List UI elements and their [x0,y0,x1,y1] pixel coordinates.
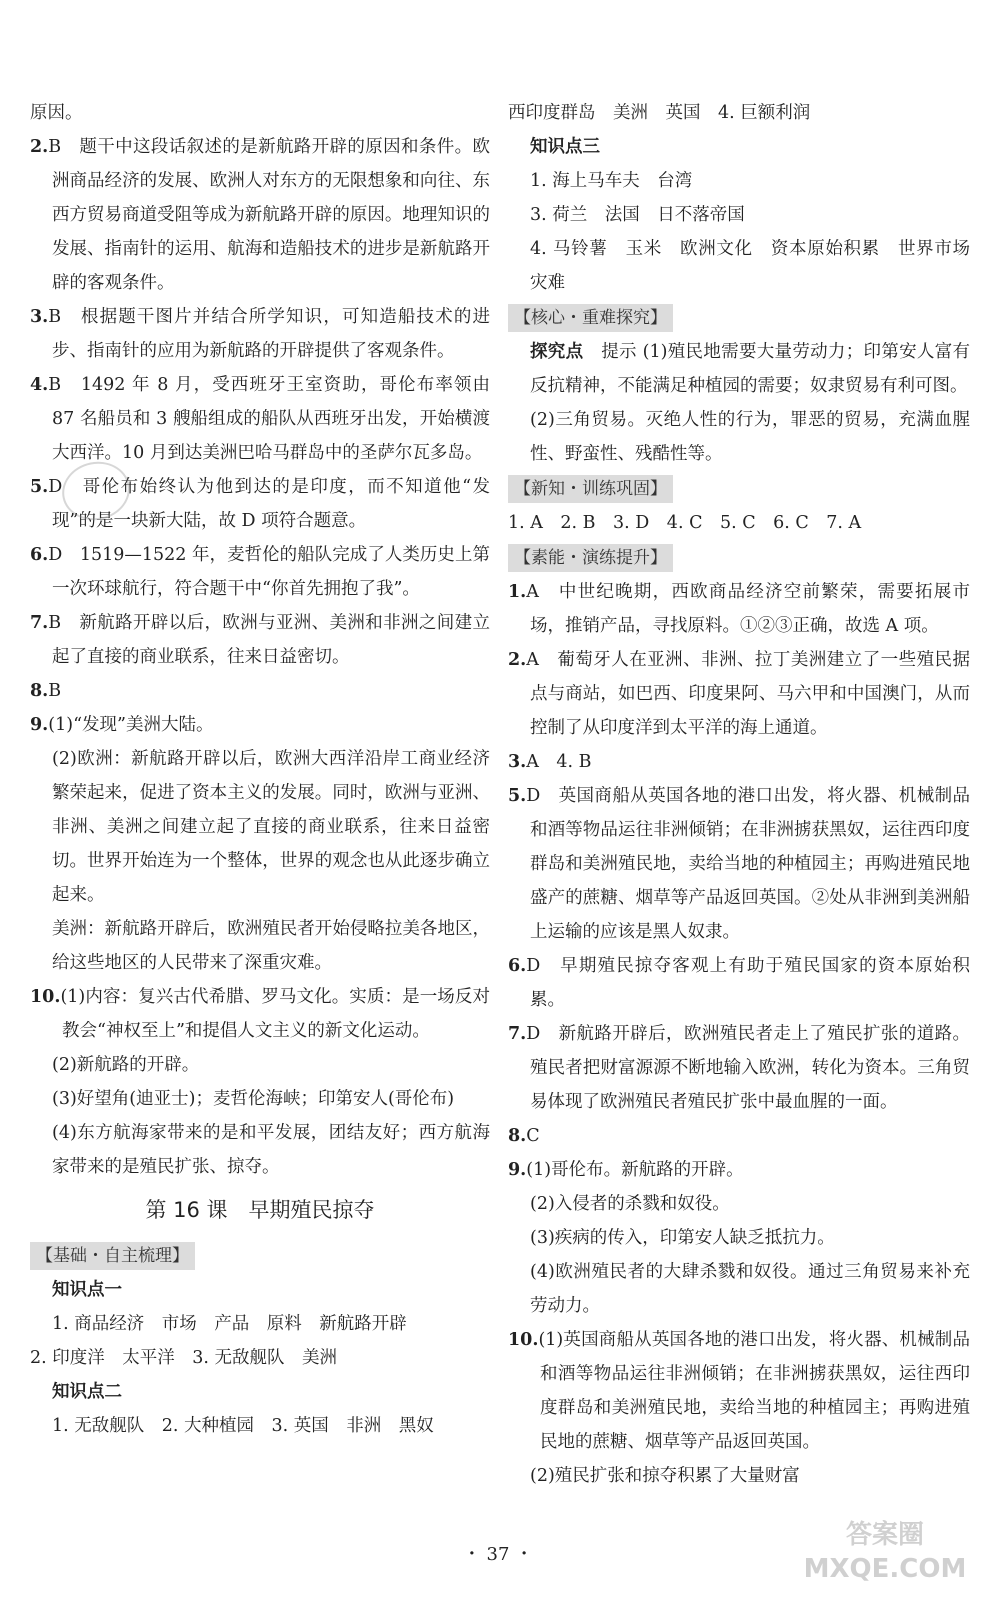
item-text: D 1519—1522 年，麦哲伦的船队完成了人类历史上第一次环球航行，符合题干中“你首先拥抱了我”。 [48,545,490,599]
lesson-title: 第 16 课 早期殖民掠夺 [145,1198,375,1222]
answer-item [508,949,970,1017]
answer-item [30,980,490,1048]
section-header: 【核心・重难探究】 [508,304,673,332]
answer-item [508,779,970,949]
explore-text: 提示 (1)殖民地需要大量劳动力；印第安人富有反抗精神，不能满足种植园的需要；奴隶贸易有利可图。 [530,342,971,396]
item-text: B 1492 年 8 月，受西班牙王室资助，哥伦布率领由 87 名船员和 3 艘船组成的船队从西班牙出发，开始横渡大西洋。10 月到达美洲巴哈马群岛中的圣萨尔瓦多岛。 [48,375,490,463]
knowledge-answer: 4. 马铃薯 玉米 欧洲文化 资本原始积累 世界市场 灾难 [530,239,988,293]
item-number: 4. [30,375,49,395]
item-number: 3. [30,307,49,327]
sub-answer: (4)欧洲殖民者的大肆杀戮和奴役。通过三角贸易来补充劳动力。 [530,1262,970,1316]
sub-answer: (2)入侵者的杀戮和奴役。 [530,1194,730,1214]
answer-item [508,575,970,643]
answer-item [30,708,490,742]
item-number: 2. [508,650,527,670]
item-text: B 新航路开辟以后，欧洲与亚洲、美洲和非洲之间建立起了直接的商业联系，往来日益密切。 [48,613,490,667]
item-number: 6. [30,545,49,565]
explore-point: (2)三角贸易。灭绝人性的行为，罪恶的贸易，充满血腥性、野蛮性、残酷性等。 [530,410,970,464]
item-number: 10. [30,987,61,1007]
knowledge-answer: 1. 无敌舰队 2. 大种植园 3. 英国 非洲 黑奴 [52,1416,434,1436]
section-header: 【基础・自主梳理】 [30,1242,195,1270]
explore-point [508,335,970,403]
answer-item [508,1323,970,1459]
sub-answer: (2)殖民扩张和掠夺积累了大量财富 [530,1466,800,1486]
item-number: 3. [508,752,527,772]
left-column [30,96,490,1443]
answer-item [30,606,490,674]
explore-label: 探究点 [530,342,584,362]
knowledge-point-title: 知识点二 [52,1382,122,1402]
right-column [508,96,988,1493]
item-number: 7. [30,613,49,633]
answer-item [30,368,490,470]
knowledge-point-title: 知识点三 [530,137,600,157]
sub-answer: (3)疾病的传入，印第安人缺乏抵抗力。 [530,1228,835,1248]
sub-answer: 美洲：新航路开辟后，欧洲殖民者开始侵略拉美各地区，给这些地区的人民带来了深重灾难。 [52,919,490,973]
item-text: B [48,681,62,701]
item-text: (1)内容：复兴古代希腊、罗马文化。实质：是一场反对教会“神权至上”和提倡人文主义的新文化运动。 [60,987,490,1041]
item-text: A 4. B [526,752,592,772]
item-number: 7. [508,1024,527,1044]
answer-item [30,674,490,708]
item-number: 8. [508,1126,527,1146]
item-text: (1)哥伦布。新航路的开辟。 [526,1160,744,1180]
item-text: B 题干中这段话叙述的是新航路开辟的原因和条件。欧洲商品经济的发展、欧洲人对东方的无限想象和向往、东西方贸易商道受阻等成为新航路开辟的原因。地理知识的发展、指南针的运用、航海和造船技术的进步是新航路开辟的客观条件。 [48,137,490,293]
knowledge-answer: 西印度群岛 美洲 英国 4. 巨额利润 [508,103,811,123]
item-number: 9. [30,715,49,735]
answer-item [30,130,490,300]
item-text: (1)“发现”美洲大陆。 [48,715,214,735]
answer-item [508,643,970,745]
item-number: 1. [508,582,527,602]
item-number: 6. [508,956,527,976]
sub-answer: (3)好望角(迪亚士)；麦哲伦海峡；印第安人(哥伦布) [52,1089,455,1109]
item-text: A 中世纪晚期，西欧商品经济空前繁荣，需要拓展市场，推销产品，寻找原料。①②③正确，故选 A 项。 [526,582,970,636]
item-number: 9. [508,1160,527,1180]
item-text: D 哥伦布始终认为他到达的是印度，而不知道他“发现”的是一块新大陆，故 D 项符合题意。 [48,477,490,531]
answer-item [508,1017,970,1119]
item-text: C [526,1126,540,1146]
section-header: 【新知・训练巩固】 [508,475,673,503]
item-text: D 新航路开辟后，欧洲殖民者走上了殖民扩张的道路。殖民者把财富源源不断地输入欧洲，转化为资本。三角贸易体现了欧洲殖民者殖民扩张中最血腥的一面。 [526,1024,970,1112]
site-watermark: 答案圈 MXQE.COM [803,1520,967,1584]
item-text: A 葡萄牙人在亚洲、非洲、拉丁美洲建立了一些殖民据点与商站，如巴西、印度果阿、马六甲和中国澳门，从而控制了从印度洋到太平洋的海上通道。 [526,650,970,738]
item-text: D 英国商船从英国各地的港口出发，将火器、机械制品和酒等物品运往非洲倾销；在非洲掳获黑奴，运往西印度群岛和美洲殖民地，卖给当地的种植园主；再购进殖民地盛产的蔗糖、烟草等产品返回英国。②处从非洲到美洲船上运输的应该是黑人奴隶。 [526,786,970,942]
answer-item [508,745,970,779]
knowledge-answer: 1. 海上马车夫 台湾 [530,171,693,191]
sub-answer: (2)欧洲：新航路开辟以后，欧洲大西洋沿岸工商业经济繁荣起来，促进了资本主义的发展。同时，欧洲与亚洲、非洲、美洲之间建立起了直接的商业联系，往来日益密切。世界开始连为一个整体，世界的观念也从此逐步确立起来。 [52,749,490,905]
training-answers: 1. A 2. B 3. D 4. C 5. C 6. C 7. A [508,513,862,533]
item-number: 5. [30,477,49,497]
answer-item [30,538,490,606]
item-text: D 早期殖民掠夺客观上有助于殖民国家的资本原始积累。 [526,956,970,1010]
knowledge-answer: 1. 商品经济 市场 产品 原料 新航路开辟 [52,1314,407,1334]
sub-answer: (4)东方航海家带来的是和平发展，团结友好；西方航海家带来的是殖民扩张、掠夺。 [52,1123,490,1177]
answer-item [508,1153,970,1187]
page-number: ・ 37 ・ [462,1544,534,1565]
section-header: 【素能・演练提升】 [508,544,673,572]
text-line: 原因。 [30,103,83,123]
item-number: 10. [508,1330,539,1350]
item-text: (1)英国商船从英国各地的港口出发，将火器、机械制品和酒等物品运往非洲倾销；在非洲掳获黑奴，运往西印度群岛和美洲殖民地，卖给当地的种植园主；再购进殖民地的蔗糖、烟草等产品返回英国。 [538,1330,970,1452]
answer-item [30,300,490,368]
item-number: 8. [30,681,49,701]
knowledge-answer: 2. 印度洋 太平洋 3. 无敌舰队 美洲 [30,1348,338,1368]
knowledge-answer: 3. 荷兰 法国 日不落帝国 [530,205,745,225]
item-number: 5. [508,786,527,806]
answer-item [508,1119,970,1153]
sub-answer: (2)新航路的开辟。 [52,1055,200,1075]
item-text: B 根据题干图片并结合所学知识，可知造船技术的进步、指南针的应用为新航路的开辟提供了客观条件。 [48,307,490,361]
item-number: 2. [30,137,49,157]
knowledge-point-title: 知识点一 [52,1280,122,1300]
